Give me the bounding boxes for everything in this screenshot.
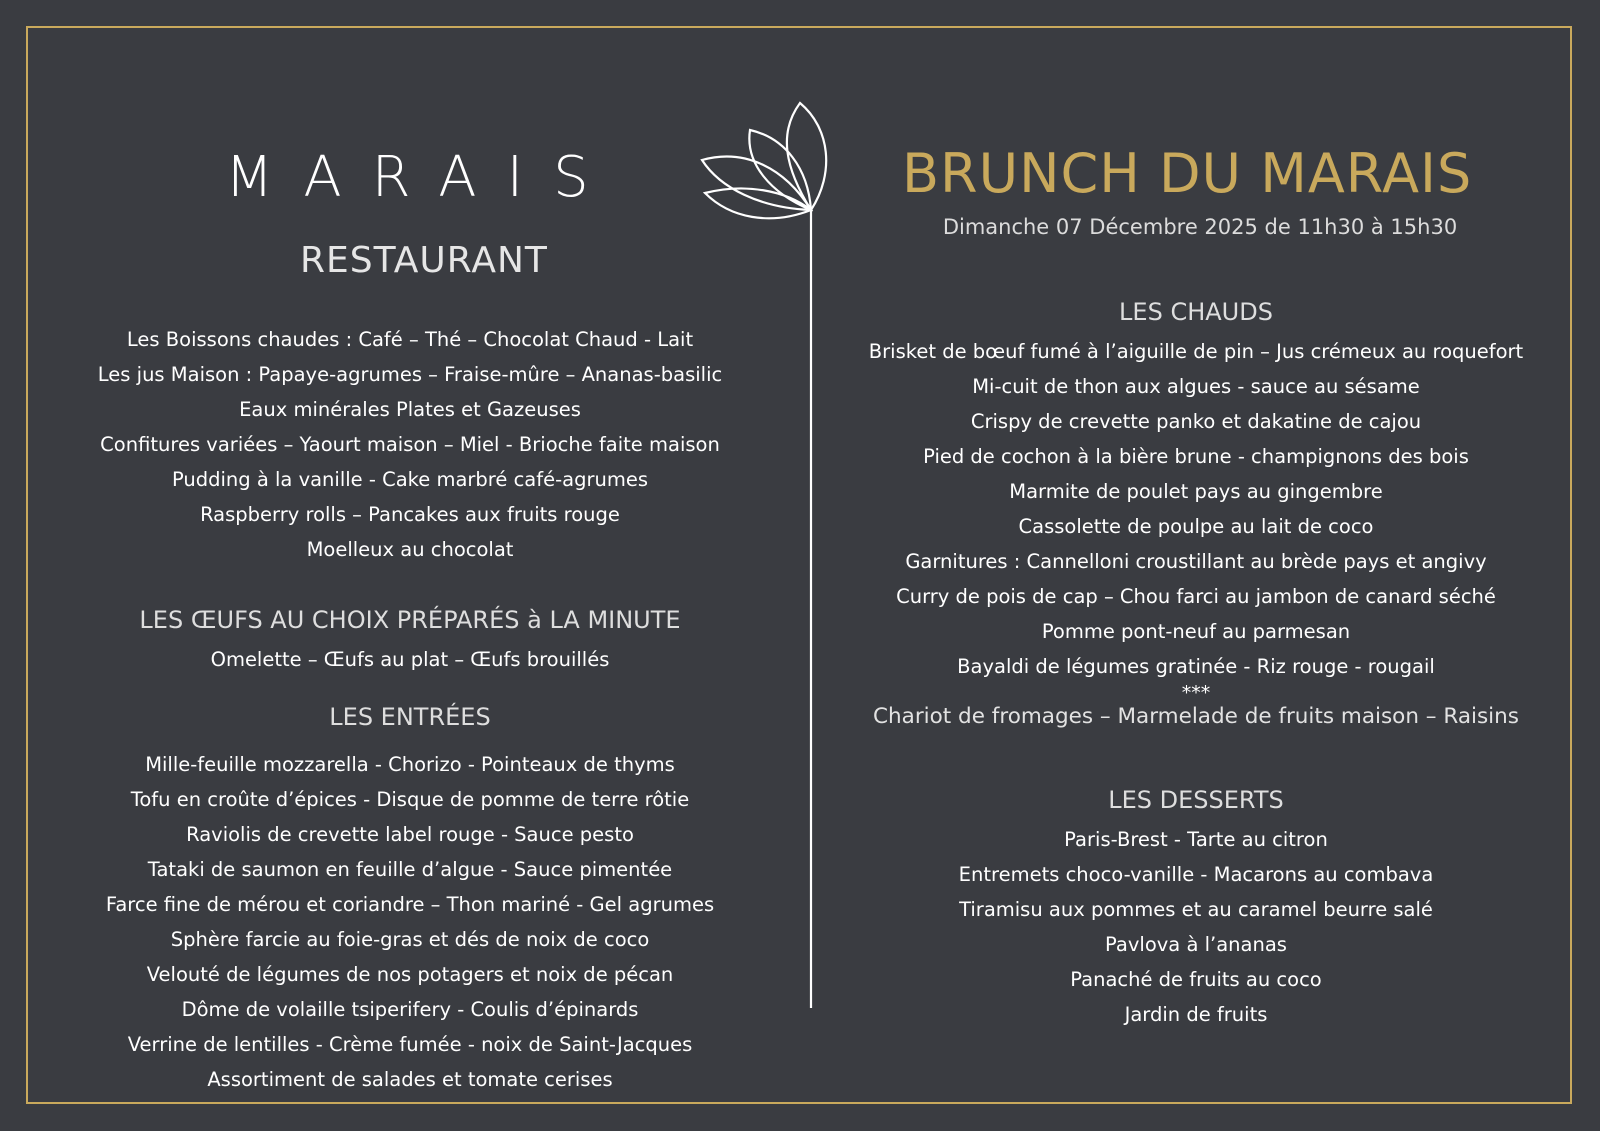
list-item: Les jus Maison : Papaye-agrumes – Fraise-mûre – Ananas-basilic bbox=[97, 363, 723, 386]
list-item: Crispy de crevette panko et dakatine de cajou bbox=[970, 410, 1422, 433]
brunch-title: BRUNCH DU MARAIS bbox=[902, 142, 1473, 205]
list-item: Confitures variées – Yaourt maison – Miel - Brioche faite maison bbox=[100, 433, 720, 456]
entrees-section-title: LES ENTRÉES bbox=[329, 703, 491, 731]
desserts-section-title: LES DESSERTS bbox=[1108, 786, 1284, 814]
separator: *** bbox=[1181, 682, 1211, 704]
restaurant-subtitle: RESTAURANT bbox=[300, 240, 548, 281]
list-item: Assortiment de salades et tomate cerises bbox=[207, 1068, 613, 1091]
list-item: Omelette – Œufs au plat – Œufs brouillés bbox=[210, 648, 610, 671]
list-item: Eaux minérales Plates et Gazeuses bbox=[239, 398, 581, 421]
list-item: Pied de cochon à la bière brune - champignons des bois bbox=[923, 445, 1469, 468]
list-item: Panaché de fruits au coco bbox=[1070, 968, 1322, 991]
list-item: Cassolette de poulpe au lait de coco bbox=[1018, 515, 1374, 538]
desserts-section bbox=[860, 786, 1532, 1032]
list-item: Tiramisu aux pommes et au caramel beurre salé bbox=[959, 898, 1433, 921]
list-item: Paris-Brest - Tarte au citron bbox=[1064, 828, 1328, 851]
chauds-section-title: LES CHAUDS bbox=[1119, 298, 1273, 326]
list-item: Tofu en croûte d’épices - Disque de pomme de terre rôtie bbox=[130, 788, 690, 811]
list-item: Bayaldi de légumes gratinée - Riz rouge - rougail bbox=[957, 655, 1435, 678]
restaurant-intro-list bbox=[90, 322, 730, 567]
list-item: Pudding à la vanille - Cake marbré café-agrumes bbox=[171, 468, 649, 491]
list-item: Moelleux au chocolat bbox=[306, 538, 514, 561]
chauds-section bbox=[860, 298, 1532, 732]
list-item: Garnitures : Cannelloni croustillant au brède pays et angivy bbox=[905, 550, 1487, 573]
list-item: Entremets choco-vanille - Macarons au combava bbox=[958, 863, 1434, 886]
list-item: Les Boissons chaudes : Café – Thé – Chocolat Chaud - Lait bbox=[126, 328, 694, 351]
list-item: Dôme de volaille tsiperifery - Coulis d’épinards bbox=[181, 998, 639, 1021]
cheese-line: Chariot de fromages – Marmelade de fruits maison – Raisins bbox=[873, 704, 1519, 729]
brunch-date: Dimanche 07 Décembre 2025 de 11h30 à 15h30 bbox=[942, 215, 1458, 239]
restaurant-brand: MARAIS bbox=[225, 145, 619, 210]
list-item: Mille-feuille mozzarella - Chorizo - Pointeaux de thyms bbox=[145, 753, 675, 776]
list-item: Curry de pois de cap – Chou farci au jambon de canard séché bbox=[896, 585, 1496, 608]
list-item: Sphère farcie au foie-gras et dés de noix de coco bbox=[170, 928, 650, 951]
list-item: Tataki de saumon en feuille d’algue - Sauce pimentée bbox=[147, 858, 673, 881]
list-item: Raspberry rolls – Pancakes aux fruits rouge bbox=[200, 503, 620, 526]
list-item: Brisket de bœuf fumé à l’aiguille de pin – Jus crémeux au roquefort bbox=[868, 340, 1524, 363]
eggs-section bbox=[90, 606, 730, 677]
eggs-section-title: LES ŒUFS AU CHOIX PRÉPARÉS à LA MINUTE bbox=[139, 606, 681, 634]
list-item: Velouté de légumes de nos potagers et noix de pécan bbox=[146, 963, 674, 986]
entrees-section bbox=[90, 703, 730, 1097]
list-item: Pomme pont-neuf au parmesan bbox=[1041, 620, 1351, 643]
list-item: Pavlova à l’ananas bbox=[1105, 933, 1287, 956]
list-item: Mi-cuit de thon aux algues - sauce au sésame bbox=[972, 375, 1420, 398]
list-item: Raviolis de crevette label rouge - Sauce pesto bbox=[186, 823, 634, 846]
list-item: Jardin de fruits bbox=[1124, 1003, 1268, 1026]
list-item: Marmite de poulet pays au gingembre bbox=[1009, 480, 1383, 503]
list-item: Verrine de lentilles - Crème fumée - noix de Saint-Jacques bbox=[127, 1033, 693, 1056]
list-item: Farce fine de mérou et coriandre – Thon mariné - Gel agrumes bbox=[105, 893, 715, 916]
